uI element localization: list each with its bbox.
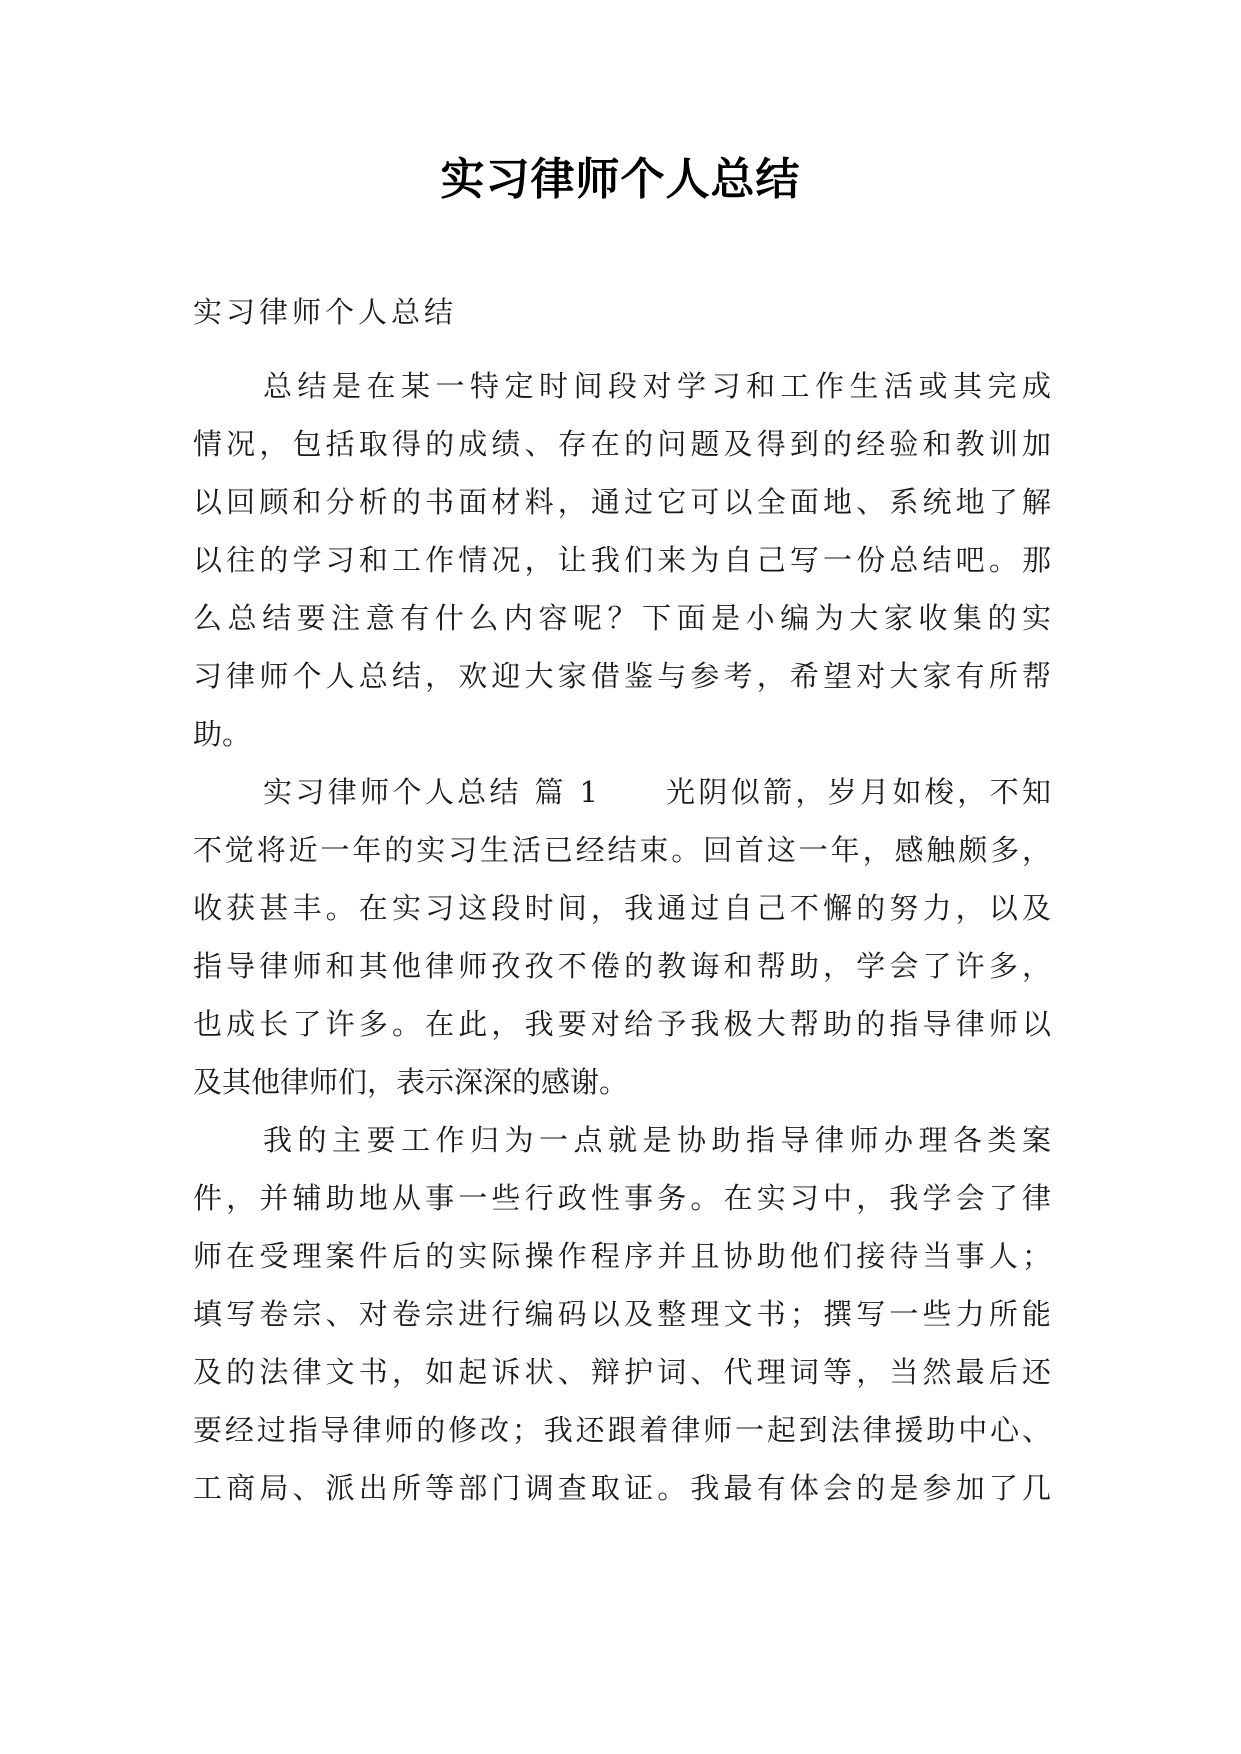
paragraph-intro — [193, 357, 1051, 763]
text-line: 及其他律师们，表示深深的感谢。 — [193, 1065, 629, 1099]
text-line: 总结是在某一特定时间段对学习和工作生活或其完成 — [263, 369, 1051, 403]
text-line: 不觉将近一年的实习生活已经结束。回首这一年，感触颇多， — [193, 833, 1051, 867]
text-line: 工商局、派出所等部门调查取证。我最有体会的是参加了几 — [193, 1471, 1051, 1505]
text-line: 指导律师和其他律师孜孜不倦的教诲和帮助，学会了许多， — [193, 949, 1051, 983]
text-line: 要经过指导律师的修改；我还跟着律师一起到法律援助中心、 — [193, 1413, 1051, 1447]
paragraph-main-work — [193, 1111, 1051, 1517]
text-line: 也成长了许多。在此，我要对给予我极大帮助的指导律师以 — [193, 1007, 1051, 1041]
text-line: 以回顾和分析的书面材料，通过它可以全面地、系统地了解 — [193, 485, 1051, 519]
text-line: 及的法律文书，如起诉状、辩护词、代理词等，当然最后还 — [193, 1355, 1051, 1389]
text-line: 么总结要注意有什么内容呢？下面是小编为大家收集的实 — [193, 601, 1051, 635]
text-line: 助。 — [193, 717, 252, 751]
document-subtitle: 实习律师个人总结 — [193, 295, 458, 329]
text-line: 收获甚丰。在实习这段时间，我通过自己不懈的努力，以及 — [193, 891, 1051, 925]
document-title: 实习律师个人总结 — [440, 154, 801, 205]
text-line: 我的主要工作归为一点就是协助指导律师办理各类案 — [263, 1123, 1051, 1157]
text-line: 填写卷宗、对卷宗进行编码以及整理文书；撰写一些力所能 — [193, 1297, 1051, 1331]
paragraph-part-1 — [193, 763, 1051, 1111]
text-line: 情况，包括取得的成绩、存在的问题及得到的经验和教训加 — [193, 427, 1051, 461]
text-line: 件，并辅助地从事一些行政性事务。在实习中，我学会了律 — [193, 1181, 1051, 1215]
text-line: 以往的学习和工作情况，让我们来为自己写一份总结吧。那 — [193, 543, 1051, 577]
text-line: 实习律师个人总结 篇 1 光阴似箭，岁月如梭，不知 — [263, 775, 1051, 809]
text-line: 习律师个人总结，欢迎大家借鉴与参考，希望对大家有所帮 — [193, 659, 1051, 693]
text-line: 师在受理案件后的实际操作程序并且协助他们接待当事人； — [193, 1239, 1051, 1273]
